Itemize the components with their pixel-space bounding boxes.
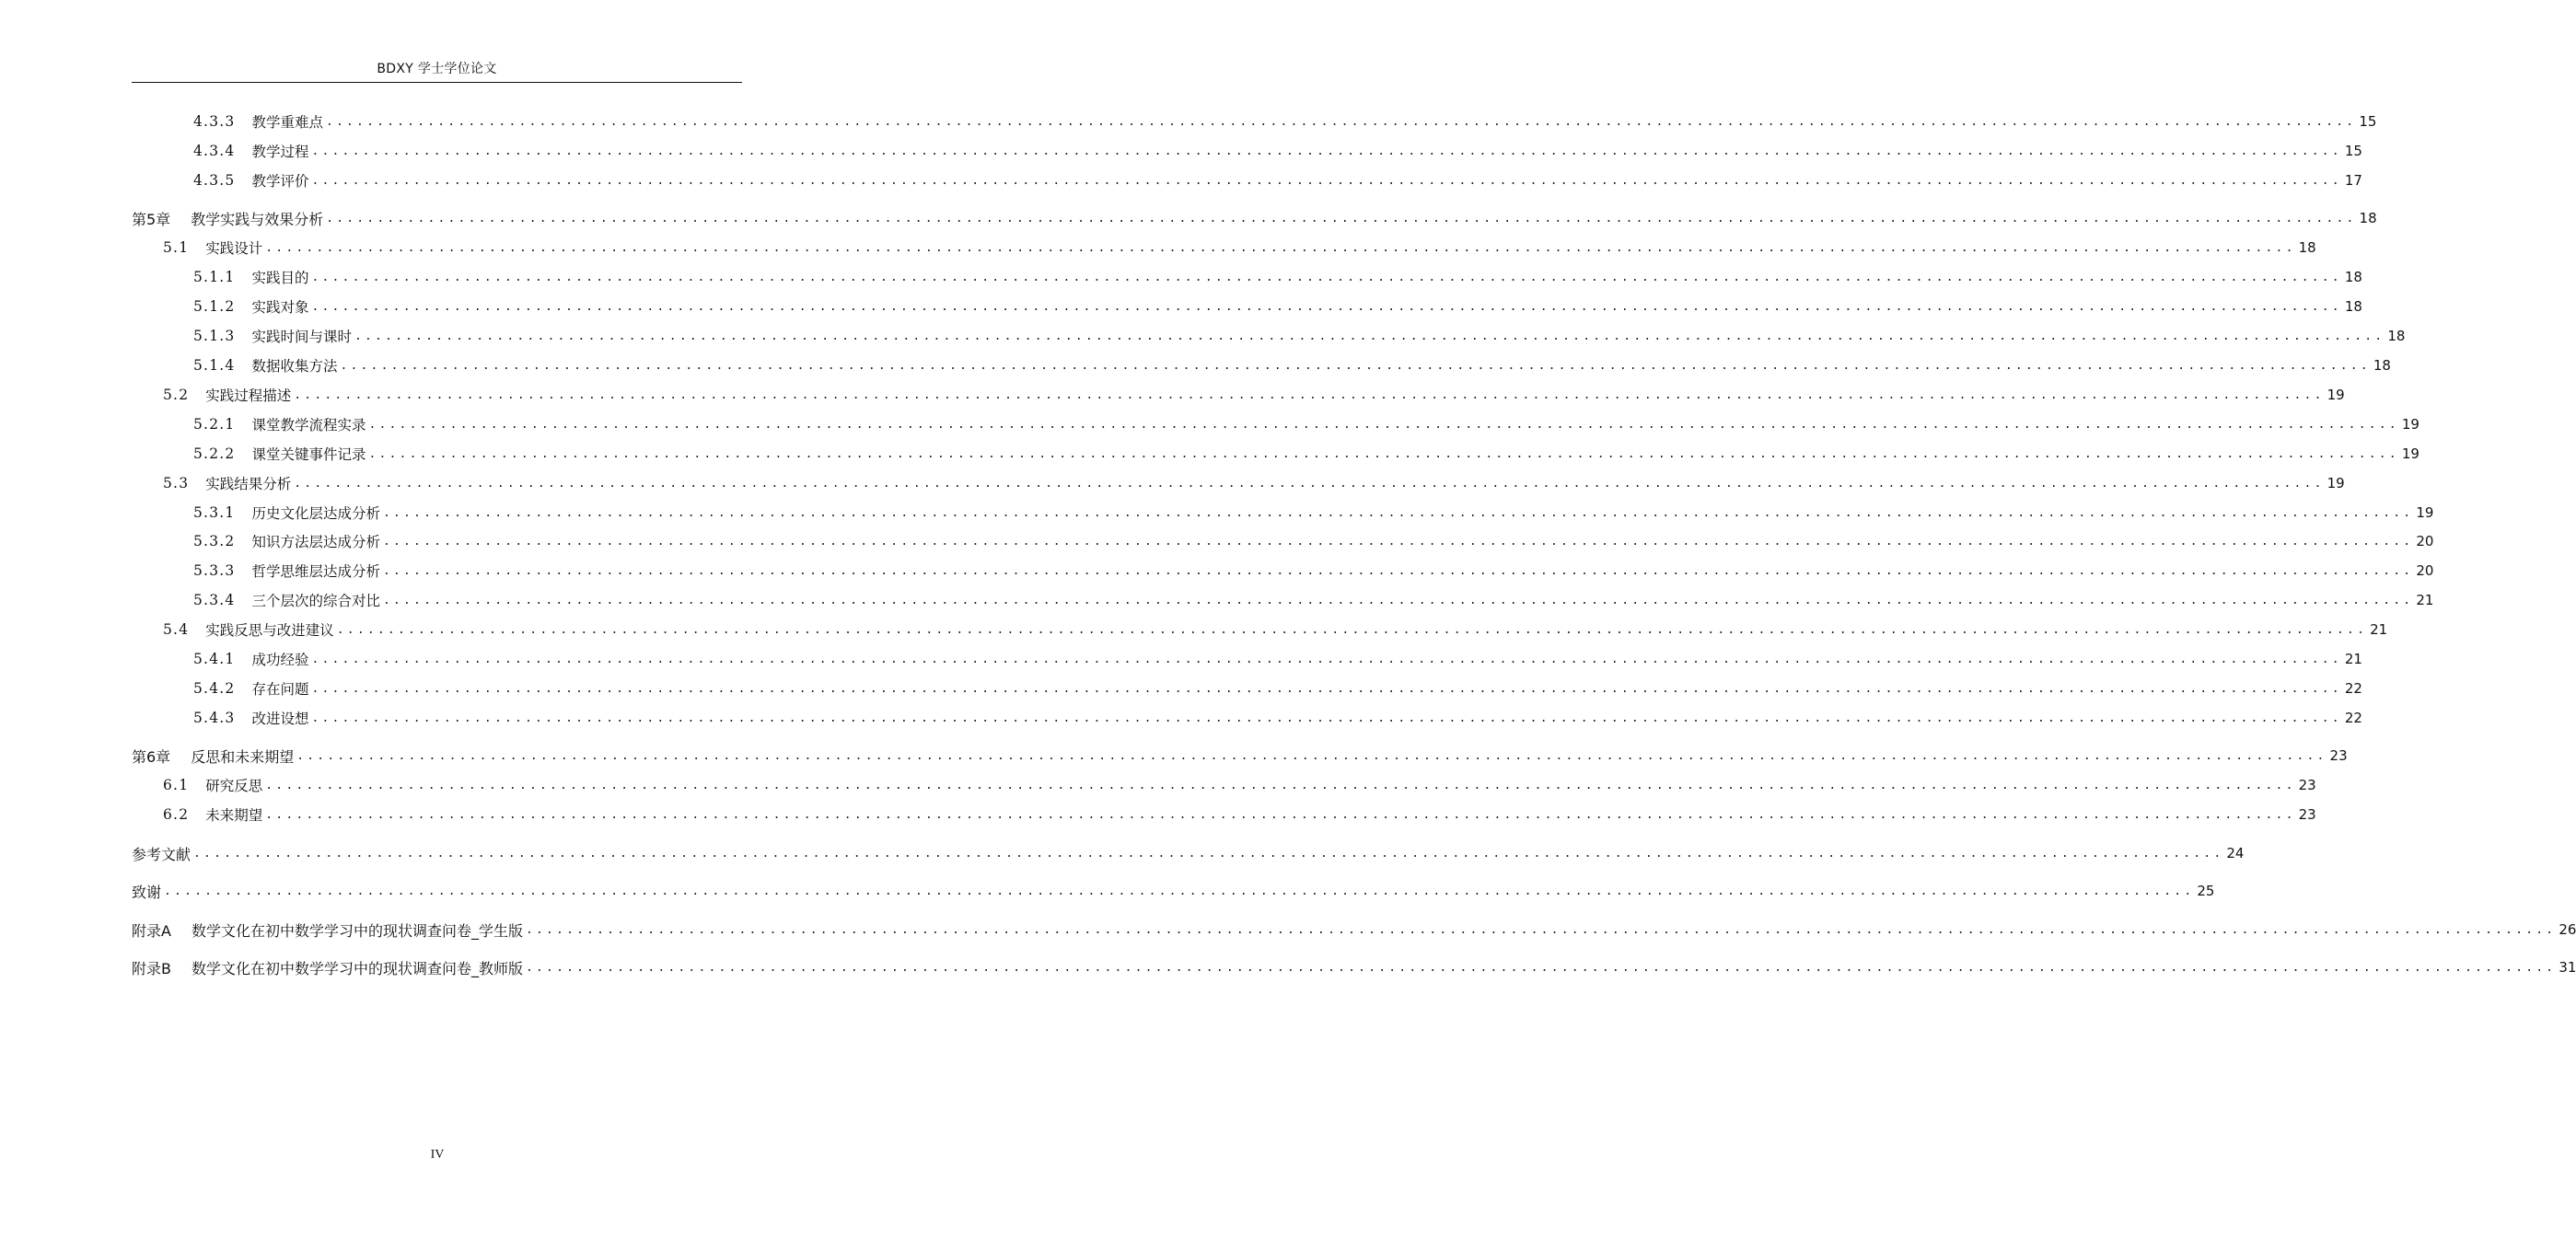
toc-entry[interactable] bbox=[132, 295, 2362, 318]
toc-entry-number: 第5章 bbox=[132, 210, 171, 228]
toc-entry-number: 5.1.3 bbox=[193, 328, 236, 344]
toc-entry[interactable] bbox=[132, 502, 2434, 524]
toc-entry-number: 5.3.4 bbox=[193, 592, 236, 608]
toc-entry[interactable] bbox=[132, 207, 2377, 229]
toc-entry-page: 23 bbox=[2329, 747, 2348, 764]
header-rule bbox=[132, 82, 742, 83]
toc-entry-number: 5.1.4 bbox=[193, 357, 236, 374]
toc-entry-page: 19 bbox=[2401, 445, 2419, 462]
toc-entry-number: 5.3 bbox=[163, 475, 190, 491]
toc-entry-page: 18 bbox=[2373, 357, 2391, 374]
toc-entry-number: 5.4.3 bbox=[193, 710, 236, 726]
toc-entry-title: 实践目的 bbox=[251, 270, 309, 286]
dot-leader: ........................................................................................................................................................................................................ bbox=[265, 807, 2296, 822]
toc-entry-page: 19 bbox=[2416, 504, 2434, 521]
page-header: BDXY 学士学位论文 bbox=[377, 62, 497, 76]
toc-entry-title: 参考文献 bbox=[132, 845, 191, 863]
dot-leader: ........................................................................................................................................................................................................ bbox=[311, 173, 2342, 188]
toc-entry-number: 5.2.2 bbox=[193, 445, 236, 462]
toc-entry-title: 数学文化在初中数学学习中的现状调查问卷_教师版 bbox=[191, 959, 523, 977]
toc-entry-page: 21 bbox=[2416, 592, 2434, 608]
dot-leader: ........................................................................................................................................................................................................ bbox=[311, 711, 2342, 725]
toc-entry[interactable] bbox=[132, 266, 2362, 288]
toc-entry-number: 5.2 bbox=[163, 387, 190, 403]
toc-entry-page: 21 bbox=[2370, 621, 2388, 638]
toc-entry-page: 18 bbox=[2344, 269, 2362, 285]
toc-entry-number: 4.3.3 bbox=[193, 113, 236, 130]
toc-entry-page: 31 bbox=[2559, 959, 2576, 976]
toc-entry-title: 教学实践与效果分析 bbox=[191, 210, 324, 228]
toc-entry-title: 反思和未来期望 bbox=[191, 747, 295, 766]
dot-leader: ........................................................................................................................................................................................................ bbox=[325, 114, 2357, 129]
toc-entry[interactable] bbox=[132, 443, 2419, 465]
toc-entry-page: 18 bbox=[2298, 239, 2316, 256]
dot-leader: ........................................................................................................................................................................................................ bbox=[294, 476, 2325, 491]
dot-leader: ........................................................................................................................................................................................................ bbox=[340, 358, 2371, 373]
toc-entry-page: 19 bbox=[2401, 416, 2419, 433]
dot-leader: ........................................................................................................................................................................................................ bbox=[296, 748, 2327, 763]
toc-entry-title: 存在问题 bbox=[251, 681, 309, 698]
dot-leader: ........................................................................................................................................................................................................ bbox=[368, 446, 2399, 461]
toc-entry-page: 19 bbox=[2327, 475, 2345, 491]
toc-entry-title: 三个层次的综合对比 bbox=[251, 593, 380, 609]
toc-entry[interactable] bbox=[132, 618, 2388, 641]
toc-entry-title: 致谢 bbox=[132, 883, 162, 901]
toc-entry[interactable] bbox=[132, 110, 2377, 133]
toc-entry-page: 22 bbox=[2344, 710, 2362, 726]
toc-entry-number: 5.4 bbox=[163, 621, 190, 638]
page-number: IV bbox=[430, 1148, 445, 1162]
toc-entry[interactable] bbox=[132, 354, 2391, 376]
toc-entry[interactable] bbox=[132, 919, 2576, 941]
toc-entry-page: 20 bbox=[2416, 562, 2434, 579]
toc-entry-title: 实践时间与课时 bbox=[251, 329, 352, 345]
toc-entry-number: 5.2.1 bbox=[193, 416, 236, 433]
toc-entry-number: 第6章 bbox=[132, 747, 171, 766]
toc-entry-title: 研究反思 bbox=[205, 778, 263, 794]
dot-leader: ........................................................................................................................................................................................................ bbox=[265, 778, 2296, 792]
toc-entry[interactable] bbox=[132, 169, 2362, 191]
toc-entry-page: 18 bbox=[2344, 298, 2362, 315]
toc-entry-title: 实践对象 bbox=[251, 299, 309, 316]
toc-entry-number: 4.3.5 bbox=[193, 172, 236, 189]
toc-entry-number: 5.1 bbox=[163, 239, 190, 256]
toc-entry[interactable] bbox=[132, 325, 2406, 347]
toc-entry-page: 25 bbox=[2197, 883, 2215, 899]
toc-entry-page: 22 bbox=[2344, 680, 2362, 697]
toc-entry[interactable] bbox=[132, 237, 2316, 259]
toc-entry-page: 23 bbox=[2298, 806, 2316, 823]
toc-entry[interactable] bbox=[132, 648, 2362, 670]
toc-entry-number: 5.3.1 bbox=[193, 504, 236, 521]
toc-entry-title: 改进设想 bbox=[251, 711, 309, 727]
toc-entry-title: 实践设计 bbox=[205, 240, 263, 257]
toc-entry-title: 数据收集方法 bbox=[251, 358, 338, 375]
toc-entry-page: 21 bbox=[2344, 651, 2362, 667]
toc-entry[interactable] bbox=[132, 384, 2345, 406]
toc-entry-number: 5.1.2 bbox=[193, 298, 236, 315]
dot-leader: ........................................................................................................................................................................................................ bbox=[525, 922, 2557, 937]
toc-entry-title: 未来期望 bbox=[205, 807, 263, 824]
toc-entry-number: 5.4.2 bbox=[193, 680, 236, 697]
toc-entry-page: 20 bbox=[2416, 533, 2434, 549]
toc-entry[interactable] bbox=[132, 677, 2362, 699]
toc-entry-number: 6.1 bbox=[163, 777, 190, 793]
toc-entry[interactable] bbox=[132, 956, 2576, 978]
toc-entry-number: 5.3.3 bbox=[193, 562, 236, 579]
toc-entry-number: 附录A bbox=[132, 921, 171, 940]
toc-entry-number: 4.3.4 bbox=[193, 143, 236, 159]
toc-entry-page: 15 bbox=[2344, 143, 2362, 159]
dot-leader: ........................................................................................................................................................................................................ bbox=[336, 622, 2368, 637]
toc-entry-title: 教学评价 bbox=[251, 173, 309, 190]
dot-leader: ........................................................................................................................................................................................................ bbox=[311, 681, 2342, 696]
toc-entry[interactable] bbox=[132, 560, 2434, 582]
dot-leader: ........................................................................................................................................................................................................ bbox=[382, 534, 2414, 549]
dot-leader: ........................................................................................................................................................................................................ bbox=[311, 299, 2342, 314]
toc-entry[interactable] bbox=[132, 589, 2434, 611]
toc-entry-title: 实践结果分析 bbox=[205, 476, 292, 492]
dot-leader: ........................................................................................................................................................................................................ bbox=[193, 846, 2224, 861]
dot-leader: ........................................................................................................................................................................................................ bbox=[354, 329, 2385, 343]
toc-entry-title: 成功经验 bbox=[251, 652, 309, 668]
toc-entry[interactable] bbox=[132, 140, 2362, 162]
toc-entry-title: 课堂教学流程实录 bbox=[251, 417, 366, 434]
toc-entry-title: 哲学思维层达成分析 bbox=[251, 563, 380, 580]
toc-entry[interactable] bbox=[132, 707, 2362, 729]
toc-entry[interactable] bbox=[132, 803, 2316, 826]
toc-entry[interactable] bbox=[132, 530, 2434, 552]
toc-entry[interactable] bbox=[132, 472, 2345, 494]
toc-entry[interactable] bbox=[132, 842, 2245, 864]
toc-entry-title: 实践反思与改进建议 bbox=[205, 622, 334, 639]
toc-entry-number: 6.2 bbox=[163, 806, 190, 823]
dot-leader: ........................................................................................................................................................................................................ bbox=[265, 240, 2296, 255]
toc-entry-page: 15 bbox=[2359, 113, 2377, 130]
dot-leader: ........................................................................................................................................................................................................ bbox=[326, 211, 2357, 225]
toc-entry-page: 19 bbox=[2327, 387, 2345, 403]
toc-entry-page: 26 bbox=[2559, 921, 2576, 938]
toc-entry-number: 5.1.1 bbox=[193, 269, 236, 285]
toc-entry-number: 附录B bbox=[132, 959, 171, 977]
toc-entry-title: 课堂关键事件记录 bbox=[251, 446, 366, 463]
dot-leader: ........................................................................................................................................................................................................ bbox=[164, 884, 2195, 898]
dot-leader: ........................................................................................................................................................................................................ bbox=[294, 387, 2325, 402]
dot-leader: ........................................................................................................................................................................................................ bbox=[526, 960, 2557, 975]
toc-entry-title: 历史文化层达成分析 bbox=[251, 505, 380, 522]
dot-leader: ........................................................................................................................................................................................................ bbox=[311, 270, 2342, 284]
toc-entry[interactable] bbox=[132, 880, 2215, 902]
toc-entry-title: 知识方法层达成分析 bbox=[251, 534, 380, 550]
toc-entry-title: 教学重难点 bbox=[251, 114, 323, 131]
toc-entry[interactable] bbox=[132, 774, 2316, 796]
toc-entry[interactable] bbox=[132, 413, 2419, 435]
toc-entry[interactable] bbox=[132, 745, 2348, 767]
toc-entry-page: 23 bbox=[2298, 777, 2316, 793]
toc-entry-page: 17 bbox=[2344, 172, 2362, 189]
dot-leader: ........................................................................................................................................................................................................ bbox=[382, 593, 2414, 607]
toc-entry-number: 5.3.2 bbox=[193, 533, 236, 549]
dot-leader: ........................................................................................................................................................................................................ bbox=[382, 505, 2414, 520]
toc-entry-title: 数学文化在初中数学学习中的现状调查问卷_学生版 bbox=[191, 921, 523, 940]
dot-leader: ........................................................................................................................................................................................................ bbox=[368, 417, 2399, 432]
toc-entry-number: 5.4.1 bbox=[193, 651, 236, 667]
dot-leader: ........................................................................................................................................................................................................ bbox=[311, 652, 2342, 666]
toc-entry-page: 18 bbox=[2387, 328, 2406, 344]
toc-entry-page: 18 bbox=[2359, 210, 2377, 226]
toc-entry-title: 教学过程 bbox=[251, 144, 309, 160]
dot-leader: ........................................................................................................................................................................................................ bbox=[382, 563, 2414, 578]
dot-leader: ........................................................................................................................................................................................................ bbox=[311, 144, 2342, 158]
toc-entry-page: 24 bbox=[2226, 845, 2245, 861]
toc-entry-title: 实践过程描述 bbox=[205, 387, 292, 404]
